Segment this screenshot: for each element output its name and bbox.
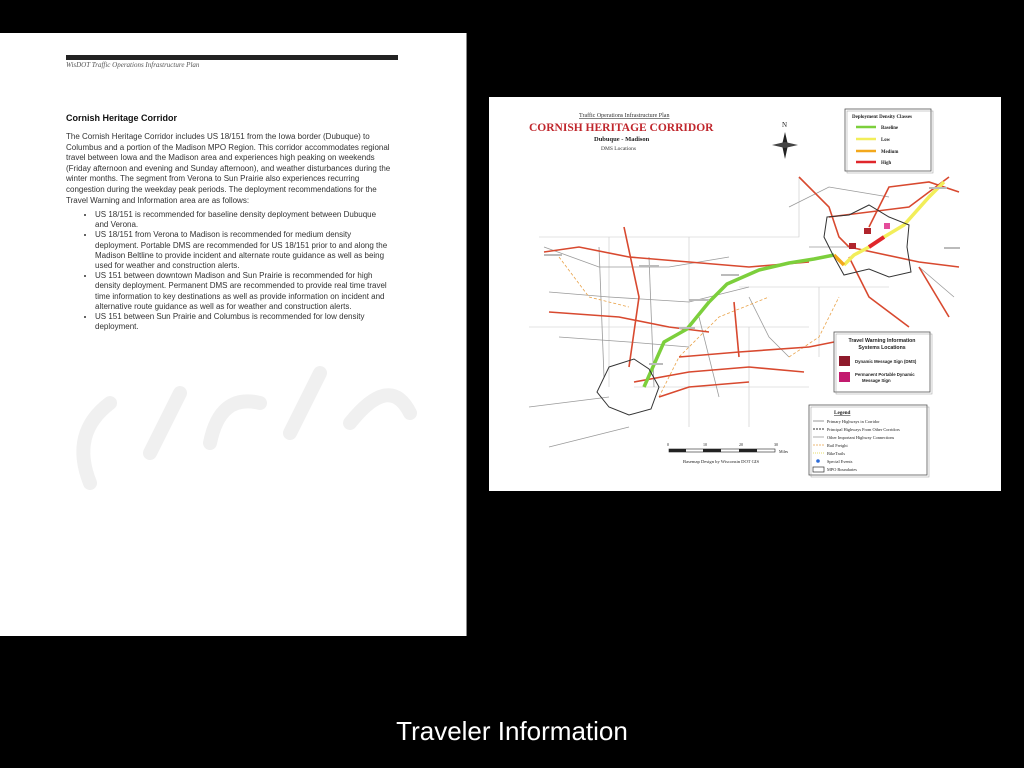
density-title: Deployment Density Classes [852,115,912,120]
list-item: • US 151 between Sun Prairie and Columbus is recommended for low density deployment. [95,312,391,332]
document-paragraph: The Cornish Heritage Corridor includes US 18/151 from the Iowa border (Dubuque) to Columbus and a portion of the Madison MPO Region. This corridor accommodates regional travel between Iowa and the Madison area and experiences high peaking on weekends (Friday afternoon and evening and Sunday afternoon), and weather disturbances during the winter months. The segment from Verona to Sun Prairie also experiences recurring congestion during the weekday peak periods. The deployment recommendations for the Travel Warning and Information area are as follows: [66,132,391,205]
legend-item: BikeTrails [827,451,845,456]
document-page [0,33,467,636]
svg-text:20: 20 [739,442,743,447]
corridor-map [489,97,1001,491]
legend-title: Legend [834,410,851,416]
travel-warning-legend [834,332,932,394]
svg-text:30: 30 [774,442,778,447]
svg-text:10: 10 [703,442,707,447]
legend-item: Primary Highways in Corridor [827,419,880,424]
density-label-low: Low [881,138,891,143]
slide-caption: Traveler Information [396,716,628,746]
density-legend [845,109,933,173]
travel-title-1: Travel Warning Information [848,338,916,344]
faded-watermark [60,333,420,493]
svg-text:N: N [782,121,788,129]
density-label-medium: Medium [881,150,899,155]
legend-item: Principal Highways From Other Corridors [827,427,900,432]
map-title: CORNISH HERITAGE CORRIDOR [529,122,714,134]
travel-portable-label-1: Permanent Portable Dynamic [855,372,915,377]
map-plan-label: Traffic Operations Infrastructure Plan [579,113,670,119]
document-title: Cornish Heritage Corridor [66,113,178,123]
map-subtitle: Dubuque - Madison [594,136,650,143]
map-legend [809,405,929,477]
list-item: • US 151 between downtown Madison and Sun Prairie is recommended for high density deployment. Permanent DMS are recommended to provide real time travel time information to key destinations as well as provide information on incident and alternative route guidance as well as for weather and construction alerts. [95,271,391,312]
density-label-baseline: Baseline [881,126,899,131]
map-subtitle2: DMS Locations [601,146,636,152]
list-item: • US 18/151 from Verona to Madison is recommended for medium density deployment. Portable DMS are recommended for US 18/151 prior to and along the Madison Beltline to provide incident and alternate route guidance as well as being used for weather and construction alerts. [95,230,391,271]
density-label-high: High [881,161,892,166]
travel-title-2: Systems Locations [858,345,906,351]
portable-dms-icon [839,372,850,382]
document-header: WisDOT Traffic Operations Infrastructure Plan [66,61,200,69]
travel-dms-label: Dynamic Message Sign (DMS) [855,359,917,364]
list-item: • US 18/151 is recommended for baseline density deployment between Dubuque and Verona. [95,210,391,230]
legend-item: MPO Boundaries [827,467,857,472]
legend-item: Rail Freight [827,443,848,448]
svg-text:Miles: Miles [779,449,789,454]
legend-item: Special Events [827,459,853,464]
recommendation-list [66,210,391,332]
header-rule [66,55,398,60]
legend-item: Other Important Highway Connections [827,435,895,440]
svg-text:0: 0 [667,442,669,447]
travel-portable-label-2: Message Sign [862,378,891,383]
dms-icon [839,356,850,366]
map-credit: Basemap Design by Wisconsin DOT GIS [683,459,760,464]
